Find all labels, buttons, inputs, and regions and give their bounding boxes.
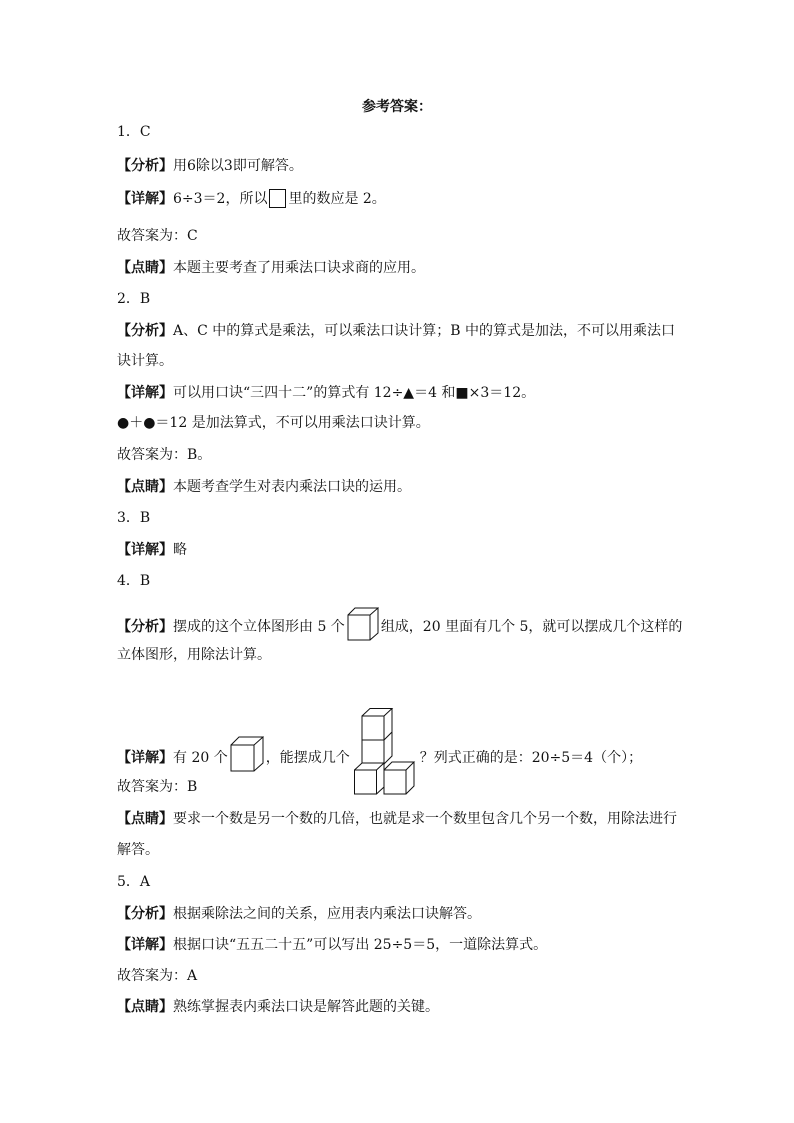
q5-number: 5．A (117, 874, 151, 890)
comment-tag: 【点睛】 (117, 811, 173, 827)
q2-analysis-cont: 诀计算。 (117, 353, 173, 369)
q5-detail (117, 935, 547, 955)
q4-comment (117, 809, 677, 829)
q2-comment (117, 477, 411, 497)
q5-analysis (117, 904, 481, 924)
q2-detail-text: 可以用口诀“三四十二”的算式有 12÷▲＝4 和■×3＝12。 (173, 385, 536, 401)
q4-analysis-text-b: 组成，20 里面有几个 5，就可以摆成几个这样的 (380, 619, 683, 635)
q4-analysis-cont: 立体图形，用除法计算。 (117, 647, 271, 663)
q1-comment-text: 本题主要考查了用乘法口诀求商的应用。 (173, 260, 425, 276)
q5-comment (117, 997, 439, 1017)
q5-detail-text: 根据口诀“五五二十五”可以写出 25÷5＝5，一道除法算式。 (173, 937, 548, 953)
q2-detail-cont: ●＋●＝12 是加法算式，不可以用乘法口诀计算。 (117, 415, 430, 431)
detail-tag: 【详解】 (117, 191, 173, 207)
q2-answer: 故答案为：B。 (117, 447, 212, 463)
page-title: 参考答案： (362, 99, 432, 115)
q4-detail-text-c: ？列式正确的是：20÷5＝4（个）； (419, 750, 643, 766)
cube-icon (230, 736, 264, 772)
q5-analysis-text: 根据乘除法之间的关系，应用表内乘法口诀解答。 (173, 906, 481, 922)
q2-detail (117, 383, 535, 403)
q2-comment-text: 本题考查学生对表内乘法口诀的运用。 (173, 479, 411, 495)
q4-comment-text: 要求一个数是另一个数的几倍，也就是求一个数里包含几个另一个数，用除法进行 (173, 811, 677, 827)
q3-number: 3．B (117, 510, 151, 526)
q4-detail-text-b: ，能摆成几个 (265, 750, 350, 766)
q3-detail-text: 略 (173, 542, 187, 558)
detail-tag: 【详解】 (117, 385, 173, 401)
q5-answer: 故答案为：A (117, 968, 198, 984)
comment-tag: 【点睛】 (117, 999, 173, 1015)
comment-tag: 【点睛】 (117, 479, 173, 495)
q1-analysis (117, 156, 303, 176)
q4-detail-text-a: 有 20 个 (173, 750, 228, 766)
analysis-tag: 【分析】 (117, 906, 173, 922)
q5-comment-text: 熟练掌握表内乘法口诀是解答此题的关键。 (173, 999, 439, 1015)
q4-analysis-text-a: 摆成的这个立体图形由 5 个 (173, 619, 345, 635)
comment-tag: 【点睛】 (117, 260, 173, 276)
cube-stack-icon (354, 708, 416, 804)
q2-analysis (117, 321, 675, 341)
q4-comment-cont: 解答。 (117, 842, 159, 858)
q1-detail-text-a: 6÷3＝2，所以 (173, 191, 268, 207)
q2-number: 2．B (117, 291, 151, 307)
q1-answer: 故答案为：C (117, 228, 198, 244)
q1-number: 1．C (117, 124, 151, 140)
cube-icon (347, 607, 379, 641)
detail-tag: 【详解】 (117, 750, 173, 766)
analysis-tag: 【分析】 (117, 323, 173, 339)
q4-number: 4．B (117, 573, 151, 589)
q1-comment (117, 258, 425, 278)
detail-tag: 【详解】 (117, 937, 173, 953)
analysis-tag: 【分析】 (117, 158, 173, 174)
q1-analysis-text: 用6除以3即可解答。 (173, 158, 303, 174)
q1-detail-text-b: 里的数应是 2。 (288, 191, 386, 207)
blank-box-icon (269, 189, 286, 208)
q3-detail (117, 540, 187, 560)
q4-answer: 故答案为：B (117, 779, 198, 795)
q4-analysis (117, 607, 682, 641)
q2-analysis-text: A、C 中的算式是乘法，可以乘法口诀计算；B 中的算式是加法，不可以用乘法口 (173, 323, 676, 339)
detail-tag: 【详解】 (117, 542, 173, 558)
analysis-tag: 【分析】 (117, 619, 173, 635)
q1-detail (117, 189, 386, 209)
